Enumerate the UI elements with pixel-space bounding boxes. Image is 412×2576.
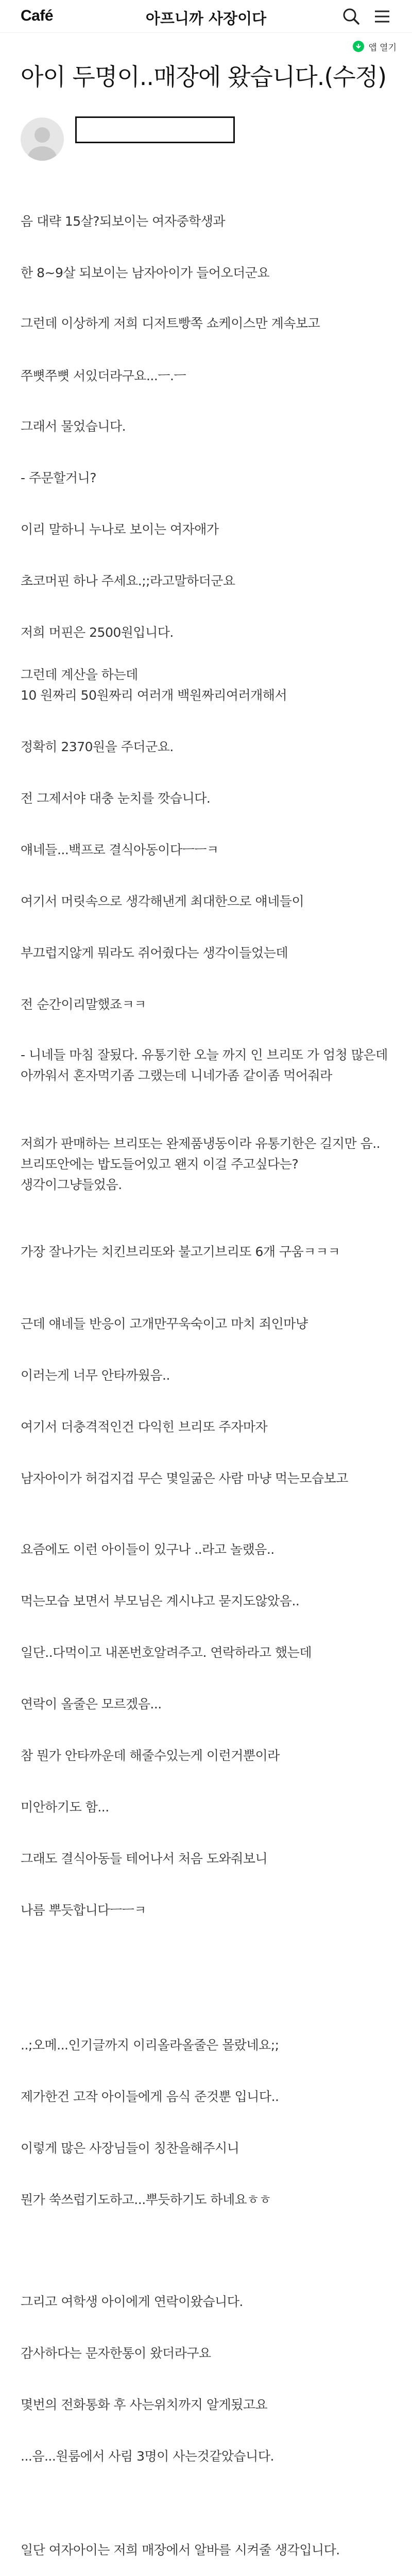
post-paragraph: 나름 뿌듯합니다ㅡㅡㅋ — [21, 1903, 146, 1918]
post-paragraph: 저희가 판매하는 브리또는 완제품냉동이라 유통기한은 길지만 음..브리또안에는 밥도들어있고 왠지 이걸 주고싶다는? 생각이그냥들었음. — [21, 1136, 381, 1192]
post-paragraph: 그리고 여학생 아이에게 연락이왔습니다. — [21, 2294, 243, 2309]
post-paragraph: 여기서 더충격적인건 다익힌 브리또 주자마자 — [21, 1419, 268, 1434]
open-app-button[interactable] — [353, 39, 397, 54]
post-paragraph: 전 그제서야 대충 눈치를 깟습니다. — [21, 791, 211, 806]
menu-icon[interactable] — [372, 6, 392, 27]
post-paragraph: 한 8~9살 되보이는 남자아이가 들어오더군요 — [21, 265, 270, 280]
post-paragraph: 이렇게 많은 사장님들이 칭찬을해주시니 — [21, 2141, 239, 2156]
post-paragraph: 참 뭔가 안타까운데 해줄수있는게 이런거뿐이라 — [21, 1748, 280, 1763]
post-paragraph: 제가한건 고작 아이들에게 음식 준것뿐 입니다.. — [21, 2089, 279, 2104]
post-paragraph: 연락이 올줄은 모르겠음... — [21, 1697, 162, 1711]
post-paragraph: 그런데 계산을 하는데 10 원짜리 50원짜리 여러개 백원짜리여러개해서 — [21, 667, 287, 703]
post-paragraph: 그래도 결식아동들 테어나서 처음 도와줘보니 — [21, 1851, 268, 1866]
post-paragraph: 몇번의 전화통화 후 사는위치까지 알게됬고요 — [21, 2397, 268, 2412]
post-paragraph: 여기서 머릿속으로 생각해낸게 최대한으로 얘네들이 — [21, 894, 304, 909]
post-paragraph: - 니네들 마침 잘됬다. 유통기한 오늘 까지 인 브리또 가 엄청 많은데 아까워서 혼자먹기좀 그랬는데 니네가좀 같이좀 먹어줘라 — [21, 1047, 388, 1083]
post-paragraph: 감사하다는 문자한통이 왔더라구요 — [21, 2346, 211, 2361]
post-paragraph: 이리 말하니 누나로 보이는 여자애가 — [21, 522, 219, 537]
post-paragraph: 요즘에도 이런 아이들이 있구나 ..라고 놀랬음.. — [21, 1542, 274, 1557]
post-paragraph: 일단..다먹이고 내폰번호알려주고. 연락하라고 했는데 — [21, 1645, 312, 1660]
post-paragraph: 그래서 물었습니다. — [21, 419, 126, 434]
post-paragraph: 초코머핀 하나 주세요.;;라고말하더군요 — [21, 573, 235, 588]
post-paragraph: ..;오메...인기글까지 이리올라올줄은 몰랐네요;; — [21, 2038, 279, 2053]
post-title: 아이 두명이..매장에 왔습니다.(수정) — [21, 63, 387, 91]
post-paragraph: 가장 잘나가는 치킨브리또와 불고기브리또 6개 구움ㅋㅋㅋ — [21, 1244, 340, 1259]
post-paragraph: 저희 머핀은 2500원입니다. — [21, 625, 174, 640]
open-app-label: 앱 열기 — [368, 42, 397, 53]
post-paragraph: 미안하기도 함... — [21, 1800, 109, 1815]
post-paragraph: 쭈뼛쭈뼛 서있더라구요...ㅡ.ㅡ — [21, 368, 186, 383]
post-paragraph: 부끄럽지않게 뭐라도 쥐어줬다는 생각이들었는데 — [21, 945, 288, 960]
app-header — [0, 0, 412, 33]
post-paragraph: 그런데 이상하게 저희 디저트빵쪽 쇼케이스만 계속보고 — [21, 316, 320, 331]
view-bar — [0, 33, 412, 59]
post-paragraph: 근데 얘네들 반응이 고개만꾸욱숙이고 마치 죄인마냥 — [21, 1316, 308, 1331]
author-name-redacted — [75, 116, 235, 143]
post-paragraph: 남자아이가 허겁지겁 무슨 몇일굶은 사람 마냥 먹는모습보고 — [21, 1471, 348, 1486]
post-paragraph: 이러는게 너무 안타까웠음.. — [21, 1368, 170, 1383]
post-paragraph: 얘네들...백프로 결식아동이다ㅡㅡㅋ — [21, 842, 219, 857]
post-paragraph: 정확히 2370원을 주더군요. — [21, 739, 174, 754]
post-paragraph: 음 대략 15살?되보이는 여자중학생과 — [21, 214, 226, 229]
cafe-logo[interactable]: Café — [21, 7, 54, 24]
cafe-name[interactable]: 아프니까 사장이다 — [145, 10, 267, 27]
post-paragraph: 뭔가 쑥쓰럽기도하고...뿌듯하기도 하네요ㅎㅎ — [21, 2192, 271, 2207]
post-paragraph: ...음...원룸에서 사림 3명이 사는것같았습니다. — [21, 2449, 274, 2464]
post-paragraph: - 주문할거니? — [21, 470, 96, 485]
download-icon — [353, 41, 364, 52]
post-paragraph: 먹는모습 보면서 부모님은 계시냐고 묻지도않았음.. — [21, 1594, 300, 1608]
author-avatar[interactable] — [21, 117, 64, 161]
search-icon[interactable] — [341, 6, 362, 27]
post-paragraph: 일단 여자아이는 저희 매장에서 알바를 시켜줄 생각입니다. — [21, 2543, 340, 2557]
post-paragraph: 전 순간이리말했죠ㅋㅋ — [21, 997, 146, 1012]
